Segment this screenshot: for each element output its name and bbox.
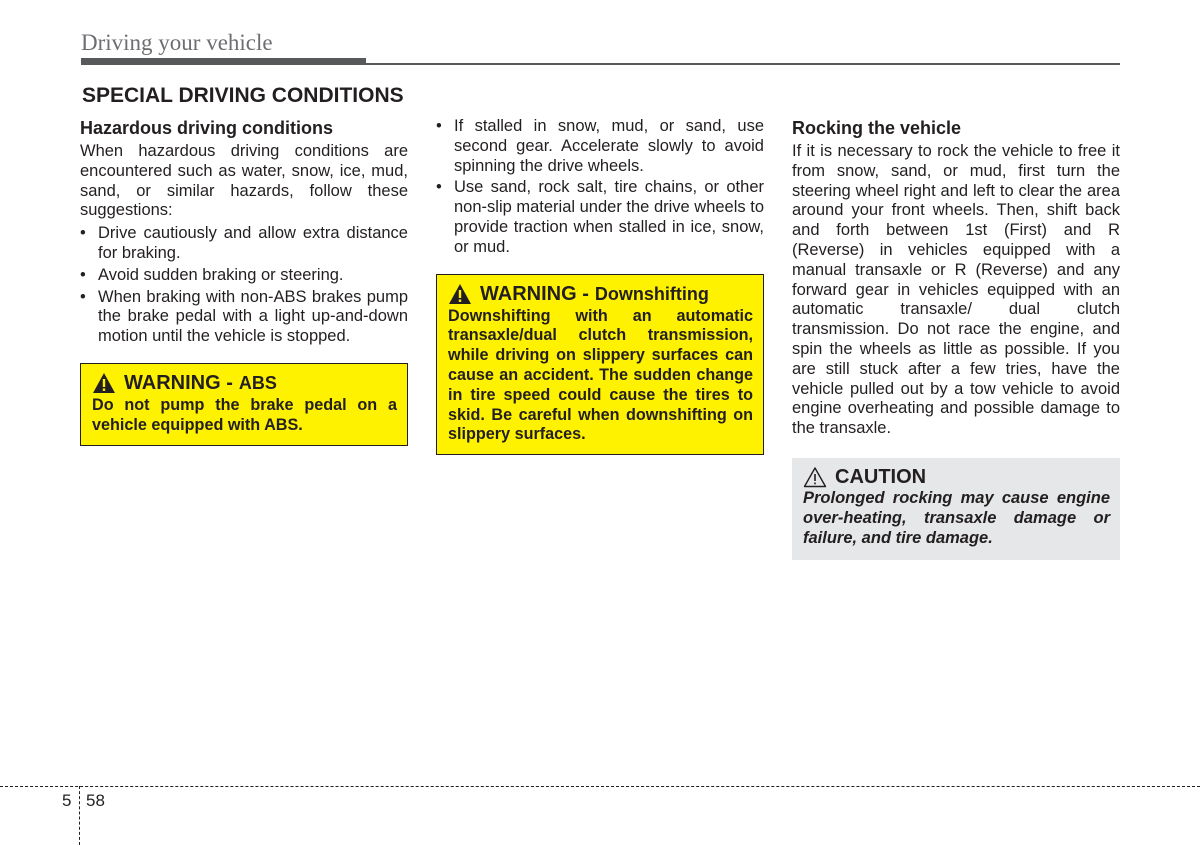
header-rule-thick (81, 58, 366, 65)
hazardous-heading: Hazardous driving conditions (80, 118, 334, 138)
bullet-dot: • (436, 178, 442, 197)
caution-label: CAUTION (835, 465, 927, 488)
rocking-text: If it is necessary to rock the vehicle to free it from snow, sand, or mud, first turn the steering wheel right and left to clear the area around your front wheels. Then, shift back and forth between 1st (First) and R (Reverse) in vehicles equipped with a manual transaxle or R (Reverse) and any forward gear in vehicles equipped with an automatic transaxle/ dual clutch transmission. Do not race the engine, and spin the wheels as little as possible. If you are still stuck after a few tries, have the vehicle pulled out by a tow vehicle to avoid engine overheating and possible damage to the transaxle. (792, 142, 1120, 438)
warning-topic: Downshifting (594, 283, 709, 304)
bullet-dot: • (436, 117, 442, 135)
header-rule-thin (366, 63, 1120, 65)
warning-downshifting-text: Downshifting with an automatic transaxle/dual clutch transmission, while driving on slippery surfaces can cause an accident. The sudden change in tire speed could cause the tires to skid. Be careful when downshifting on slippery surfaces. (448, 306, 753, 444)
caution-text: Prolonged rocking may cause engine over-heating, transaxle damage or failure, and tire damage. (803, 488, 1110, 547)
list-item-text: Avoid sudden braking or steering. (98, 265, 344, 284)
list-item (436, 178, 764, 257)
warning-triangle-icon (92, 372, 116, 394)
warning-abs-header (92, 372, 397, 395)
rocking-heading: Rocking the vehicle (792, 118, 962, 138)
column-right (792, 117, 1120, 560)
caution-header (803, 466, 1110, 489)
list-item-text: Use sand, rock salt, tire chains, or other non-slip material under the drive wheels to provide traction when stalled in ice, snow, or mud. (454, 178, 764, 256)
bullet-dot: • (80, 224, 86, 243)
list-item (80, 224, 408, 264)
column-middle (436, 117, 764, 455)
bullet-dot: • (80, 265, 86, 284)
caution-triangle-icon (803, 466, 827, 488)
warning-abs-box (80, 363, 408, 446)
bullet-dot: • (80, 287, 86, 306)
page-header-title: Driving your vehicle (81, 30, 273, 55)
footer-dashed-rule (0, 786, 1200, 787)
list-item-text: If stalled in snow, mud, or sand, use second gear. Accelerate slowly to avoid spinning the drive wheels. (454, 117, 764, 175)
page-number: 58 (86, 791, 105, 810)
stalled-bullets (436, 117, 764, 258)
hazardous-bullets (80, 224, 408, 347)
section-title: SPECIAL DRIVING CONDITIONS (82, 84, 404, 107)
chapter-number: 5 (62, 791, 72, 810)
warning-label: WARNING - (124, 371, 233, 394)
footer-dashed-divider (79, 786, 80, 845)
list-item-text: Drive cautiously and allow extra distance for braking. (98, 224, 408, 262)
caution-box (792, 458, 1120, 560)
list-item (436, 117, 764, 176)
warning-downshifting-header (448, 283, 753, 306)
list-item (80, 266, 408, 286)
warning-label: WARNING - (480, 282, 589, 305)
warning-abs-text: Do not pump the brake pedal on a vehicle equipped with ABS. (92, 395, 397, 434)
hazardous-intro: When hazardous driving conditions are encountered such as water, snow, ice, mud, sand, or similar hazards, follow these suggestions: (80, 142, 408, 220)
warning-topic: ABS (238, 372, 277, 393)
column-left (80, 117, 408, 446)
list-item (80, 288, 408, 347)
list-item-text: When braking with non-ABS brakes pump the brake pedal with a light up-and-down motion until the vehicle is stopped. (98, 287, 408, 346)
warning-triangle-icon (448, 283, 472, 305)
warning-downshifting-box (436, 274, 764, 456)
